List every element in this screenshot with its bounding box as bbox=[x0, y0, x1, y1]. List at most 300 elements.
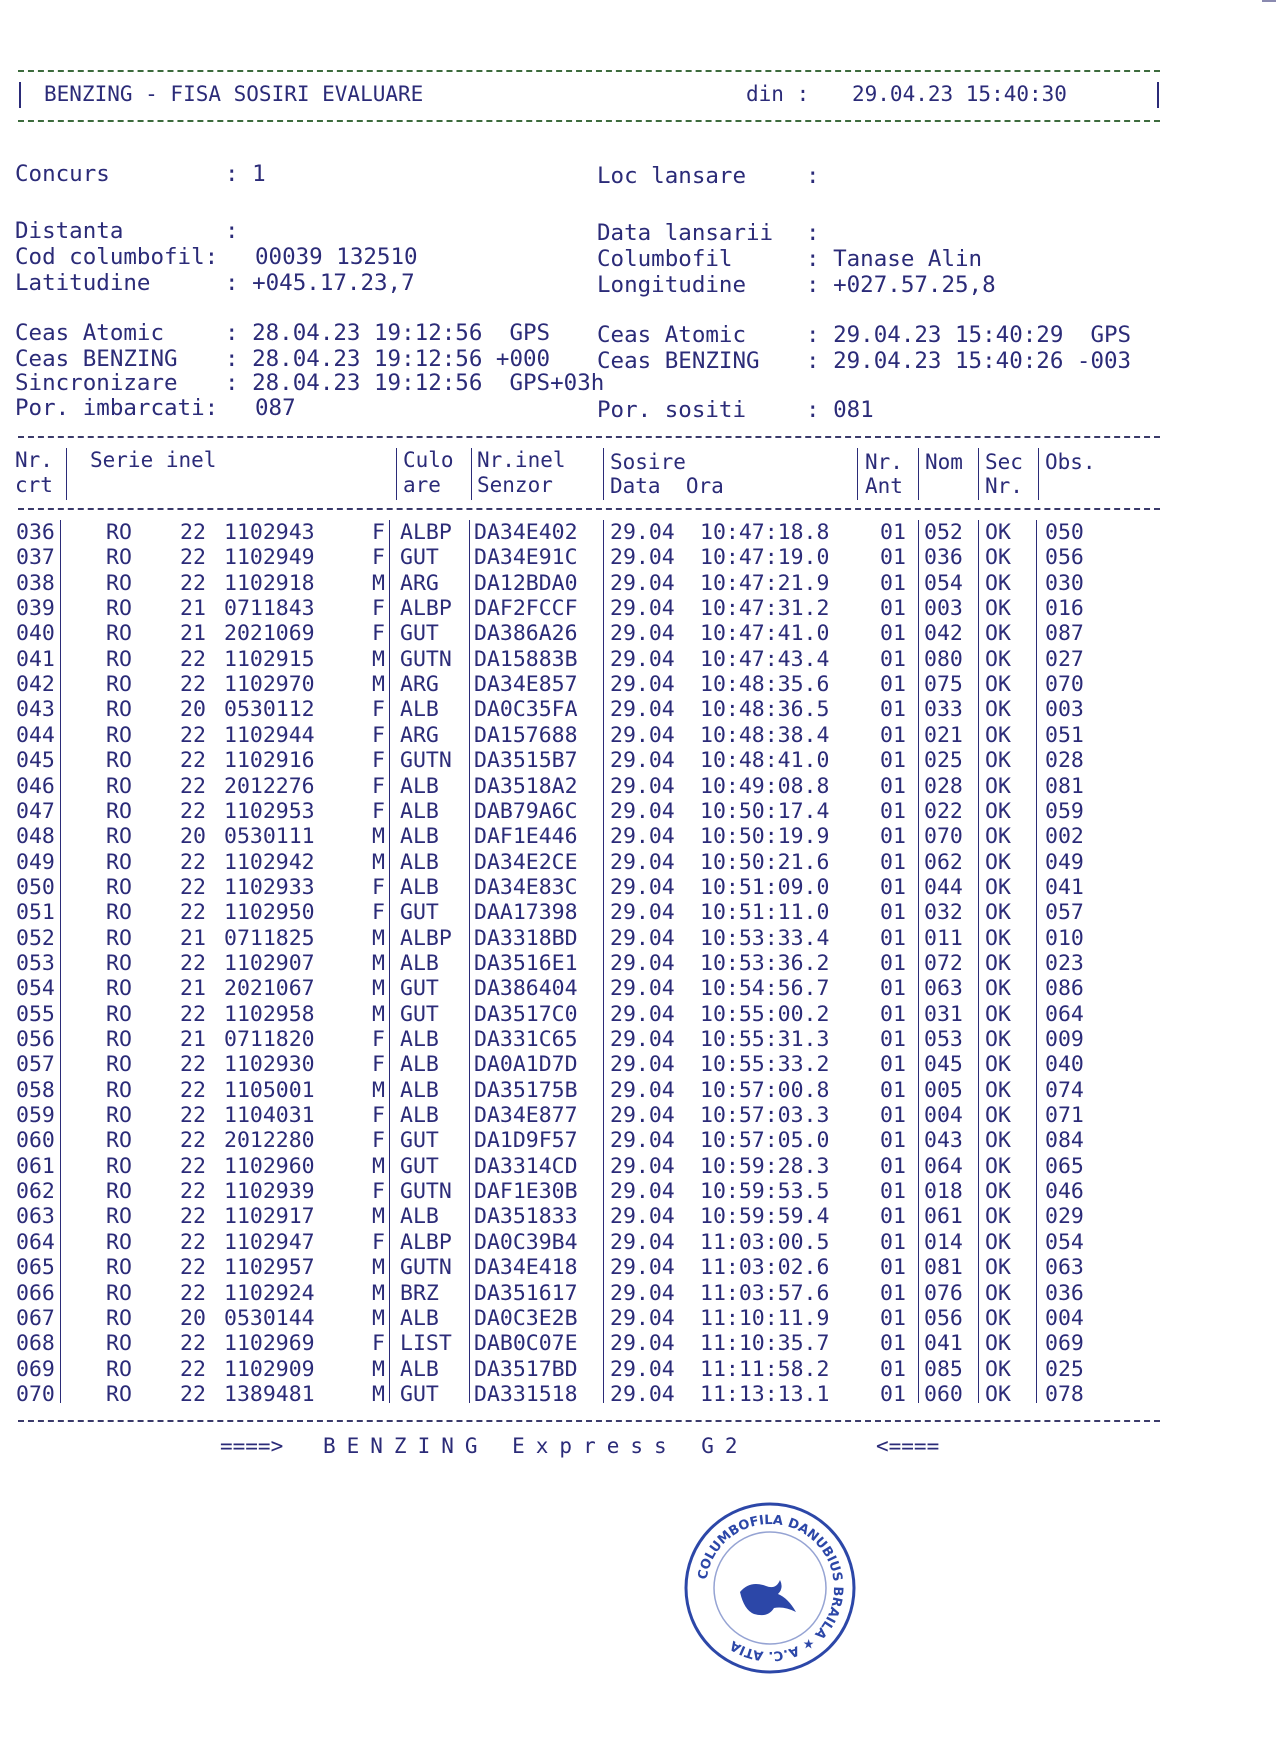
cell-sec: OK bbox=[985, 1356, 1011, 1382]
cell-sex: M bbox=[372, 1280, 385, 1306]
cell-ring-number: 1102924 bbox=[224, 1280, 315, 1306]
cell-color: ALB bbox=[400, 1027, 439, 1052]
cell-ring-number: 1102958 bbox=[224, 1001, 315, 1027]
table-row bbox=[0, 976, 1276, 1001]
cell-ring-number: 1102943 bbox=[224, 520, 315, 545]
cell-color: ALB bbox=[400, 773, 439, 799]
cell-antenna: 01 bbox=[880, 1052, 906, 1078]
cell-sec: OK bbox=[985, 1001, 1011, 1027]
col-nrant-header-1: Nr. bbox=[865, 450, 903, 474]
cell-sex: F bbox=[372, 748, 385, 774]
cell-sec: OK bbox=[985, 596, 1011, 622]
cell-sensor-ring: DA331C65 bbox=[474, 1027, 578, 1052]
cell-nr-crt: 065 bbox=[16, 1255, 55, 1281]
cell-arrival-time: 10:47:21.9 bbox=[700, 570, 830, 596]
cell-color: BRZ bbox=[400, 1280, 439, 1306]
cell-year: 20 bbox=[180, 824, 206, 850]
cell-country: RO bbox=[106, 798, 132, 824]
cell-obs: 064 bbox=[1045, 1001, 1084, 1027]
table-row bbox=[0, 1331, 1276, 1356]
cell-color: GUT bbox=[400, 1153, 439, 1179]
cell-sex: F bbox=[372, 520, 385, 545]
cell-sensor-ring: DA1D9F57 bbox=[474, 1128, 578, 1154]
cell-arrival-time: 11:10:11.9 bbox=[700, 1305, 830, 1331]
col-culoare-header-2: are bbox=[403, 473, 441, 497]
cell-color: ALB bbox=[400, 697, 439, 723]
cell-ring-number: 1102933 bbox=[224, 874, 315, 900]
cell-sec: OK bbox=[985, 824, 1011, 850]
cell-nom: 054 bbox=[924, 570, 963, 596]
col-divider-7-head bbox=[978, 448, 979, 500]
cod-columbofil-label: Cod columbofil: bbox=[15, 244, 219, 270]
cell-color: ALBP bbox=[400, 596, 452, 622]
cell-nr-crt: 053 bbox=[16, 950, 55, 976]
cell-nr-crt: 040 bbox=[16, 621, 55, 647]
cell-arrival-date: 29.04 bbox=[610, 1128, 675, 1154]
cell-obs: 027 bbox=[1045, 646, 1084, 672]
cell-ring-number: 1102930 bbox=[224, 1052, 315, 1078]
cell-sensor-ring: DAB0C07E bbox=[474, 1331, 578, 1357]
cell-year: 22 bbox=[180, 900, 206, 926]
cell-obs: 025 bbox=[1045, 1356, 1084, 1382]
cell-ring-number: 1102942 bbox=[224, 849, 315, 875]
cell-sec: OK bbox=[985, 1179, 1011, 1205]
cell-arrival-time: 10:59:28.3 bbox=[700, 1153, 830, 1179]
cell-ring-number: 1102907 bbox=[224, 950, 315, 976]
cell-nom: 041 bbox=[924, 1331, 963, 1357]
cell-country: RO bbox=[106, 874, 132, 900]
table-row bbox=[0, 520, 1276, 545]
cell-antenna: 01 bbox=[880, 1204, 906, 1230]
cell-year: 22 bbox=[180, 773, 206, 799]
table-row bbox=[0, 621, 1276, 646]
cell-sex: F bbox=[372, 722, 385, 748]
cell-sensor-ring: DA351617 bbox=[474, 1280, 578, 1306]
cell-nr-crt: 042 bbox=[16, 672, 55, 698]
cell-nr-crt: 070 bbox=[16, 1381, 55, 1407]
cell-arrival-time: 10:59:59.4 bbox=[700, 1204, 830, 1230]
col-sec-header-2: Nr. bbox=[985, 474, 1023, 498]
cell-sex: M bbox=[372, 646, 385, 672]
cell-sec: OK bbox=[985, 722, 1011, 748]
cell-arrival-time: 10:47:18.8 bbox=[700, 520, 830, 545]
cell-color: GUT bbox=[400, 545, 439, 571]
cell-arrival-date: 29.04 bbox=[610, 824, 675, 850]
cell-sex: F bbox=[372, 1229, 385, 1255]
header-top-rule bbox=[18, 70, 1160, 72]
cell-nom: 061 bbox=[924, 1204, 963, 1230]
cell-country: RO bbox=[106, 1204, 132, 1230]
cell-sensor-ring: DA3517C0 bbox=[474, 1001, 578, 1027]
cell-obs: 059 bbox=[1045, 798, 1084, 824]
cell-nr-crt: 067 bbox=[16, 1305, 55, 1331]
table-row bbox=[0, 1179, 1276, 1204]
cell-nom: 022 bbox=[924, 798, 963, 824]
table-bottom-rule bbox=[18, 1420, 1160, 1422]
cell-year: 22 bbox=[180, 672, 206, 698]
cell-year: 22 bbox=[180, 1128, 206, 1154]
cell-antenna: 01 bbox=[880, 1027, 906, 1052]
cell-sec: OK bbox=[985, 1229, 1011, 1255]
cell-country: RO bbox=[106, 570, 132, 596]
cell-color: ALB bbox=[400, 849, 439, 875]
cell-color: ALBP bbox=[400, 1229, 452, 1255]
cell-arrival-date: 29.04 bbox=[610, 976, 675, 1002]
cell-color: ALB bbox=[400, 1305, 439, 1331]
footer-arrow-left: ====> bbox=[220, 1434, 284, 1458]
table-row bbox=[0, 545, 1276, 570]
cell-sec: OK bbox=[985, 1255, 1011, 1281]
header-left-bar bbox=[19, 82, 21, 108]
cell-sex: F bbox=[372, 900, 385, 926]
cell-sensor-ring: DA351833 bbox=[474, 1204, 578, 1230]
cell-country: RO bbox=[106, 520, 132, 545]
col-divider-2-head bbox=[396, 448, 397, 500]
cell-arrival-date: 29.04 bbox=[610, 1305, 675, 1331]
cell-antenna: 01 bbox=[880, 1153, 906, 1179]
table-row bbox=[0, 1078, 1276, 1103]
cell-nr-crt: 050 bbox=[16, 874, 55, 900]
cell-country: RO bbox=[106, 1052, 132, 1078]
cell-arrival-date: 29.04 bbox=[610, 950, 675, 976]
distanta-value: : bbox=[225, 218, 239, 244]
cell-sensor-ring: DA34E418 bbox=[474, 1255, 578, 1281]
cell-year: 22 bbox=[180, 1077, 206, 1103]
cell-nom: 018 bbox=[924, 1179, 963, 1205]
cell-sensor-ring: DA3518A2 bbox=[474, 773, 578, 799]
cell-sensor-ring: DA0A1D7D bbox=[474, 1052, 578, 1078]
cell-country: RO bbox=[106, 1103, 132, 1129]
cell-ring-number: 1105001 bbox=[224, 1077, 315, 1103]
cell-nom: 005 bbox=[924, 1077, 963, 1103]
cell-arrival-date: 29.04 bbox=[610, 874, 675, 900]
cell-obs: 065 bbox=[1045, 1153, 1084, 1179]
latitudine-value: : +045.17.23,7 bbox=[225, 270, 415, 296]
cell-arrival-time: 10:48:36.5 bbox=[700, 697, 830, 723]
cell-obs: 028 bbox=[1045, 748, 1084, 774]
cell-arrival-time: 10:49:08.8 bbox=[700, 773, 830, 799]
cell-arrival-date: 29.04 bbox=[610, 1381, 675, 1407]
cell-arrival-time: 10:47:31.2 bbox=[700, 596, 830, 622]
cell-nom: 014 bbox=[924, 1229, 963, 1255]
cell-sensor-ring: DA15883B bbox=[474, 646, 578, 672]
cell-antenna: 01 bbox=[880, 570, 906, 596]
cell-year: 22 bbox=[180, 1204, 206, 1230]
cell-arrival-date: 29.04 bbox=[610, 1356, 675, 1382]
cell-nom: 032 bbox=[924, 900, 963, 926]
cell-obs: 057 bbox=[1045, 900, 1084, 926]
cell-color: ARG bbox=[400, 570, 439, 596]
cell-nom: 033 bbox=[924, 697, 963, 723]
cell-arrival-time: 11:13:13.1 bbox=[700, 1381, 830, 1407]
cell-arrival-time: 10:53:33.4 bbox=[700, 925, 830, 951]
cell-nr-crt: 047 bbox=[16, 798, 55, 824]
cell-arrival-time: 10:53:36.2 bbox=[700, 950, 830, 976]
cell-color: GUT bbox=[400, 621, 439, 647]
cell-sec: OK bbox=[985, 1052, 1011, 1078]
header-bottom-rule bbox=[18, 120, 1160, 122]
cell-obs: 040 bbox=[1045, 1052, 1084, 1078]
columbofil-label: Columbofil bbox=[597, 246, 733, 272]
cell-color: GUT bbox=[400, 1001, 439, 1027]
cell-country: RO bbox=[106, 950, 132, 976]
cell-sensor-ring: DA3517BD bbox=[474, 1356, 578, 1382]
cell-nr-crt: 052 bbox=[16, 925, 55, 951]
cell-color: GUT bbox=[400, 1128, 439, 1154]
cell-antenna: 01 bbox=[880, 672, 906, 698]
cell-year: 22 bbox=[180, 1153, 206, 1179]
cell-nom: 044 bbox=[924, 874, 963, 900]
cell-antenna: 01 bbox=[880, 545, 906, 571]
cell-arrival-date: 29.04 bbox=[610, 1229, 675, 1255]
cell-year: 22 bbox=[180, 1179, 206, 1205]
por-imbarcati-label: Por. imbarcati: bbox=[15, 395, 219, 421]
cell-arrival-time: 11:03:02.6 bbox=[700, 1255, 830, 1281]
cell-nr-crt: 066 bbox=[16, 1280, 55, 1306]
col-nrant-header-2: Ant bbox=[865, 474, 903, 498]
cell-arrival-time: 10:47:41.0 bbox=[700, 621, 830, 647]
cell-obs: 023 bbox=[1045, 950, 1084, 976]
cell-arrival-date: 29.04 bbox=[610, 1052, 675, 1078]
cell-sex: M bbox=[372, 925, 385, 951]
cell-color: ALB bbox=[400, 1052, 439, 1078]
table-row bbox=[0, 799, 1276, 824]
cell-obs: 036 bbox=[1045, 1280, 1084, 1306]
cell-ring-number: 0711825 bbox=[224, 925, 315, 951]
table-row bbox=[0, 596, 1276, 621]
cell-sex: F bbox=[372, 545, 385, 571]
cell-obs: 049 bbox=[1045, 849, 1084, 875]
cell-antenna: 01 bbox=[880, 1255, 906, 1281]
cell-color: ARG bbox=[400, 672, 439, 698]
cell-color: GUT bbox=[400, 976, 439, 1002]
cell-antenna: 01 bbox=[880, 1179, 906, 1205]
cell-arrival-time: 10:59:53.5 bbox=[700, 1179, 830, 1205]
cell-nr-crt: 041 bbox=[16, 646, 55, 672]
cell-color: ARG bbox=[400, 722, 439, 748]
table-row bbox=[0, 1154, 1276, 1179]
cell-year: 22 bbox=[180, 1103, 206, 1129]
cell-color: ALB bbox=[400, 1204, 439, 1230]
cell-arrival-date: 29.04 bbox=[610, 520, 675, 545]
cell-sec: OK bbox=[985, 900, 1011, 926]
cell-sex: M bbox=[372, 849, 385, 875]
cell-arrival-time: 10:50:17.4 bbox=[700, 798, 830, 824]
longitudine-value: : +027.57.25,8 bbox=[806, 272, 996, 298]
cell-arrival-time: 10:48:35.6 bbox=[700, 672, 830, 698]
cell-obs: 081 bbox=[1045, 773, 1084, 799]
cell-sec: OK bbox=[985, 1128, 1011, 1154]
table-row bbox=[0, 647, 1276, 672]
sincronizare-label: Sincronizare bbox=[15, 370, 178, 396]
cell-color: ALB bbox=[400, 1103, 439, 1129]
cell-sex: M bbox=[372, 1356, 385, 1382]
cell-year: 22 bbox=[180, 748, 206, 774]
cell-arrival-date: 29.04 bbox=[610, 697, 675, 723]
cell-sex: F bbox=[372, 1331, 385, 1357]
cell-country: RO bbox=[106, 697, 132, 723]
ceas-atomic-left-value: : 28.04.23 19:12:56 GPS bbox=[225, 320, 551, 346]
data-lansarii-value: : bbox=[806, 220, 820, 246]
loc-lansare-value: : bbox=[806, 163, 820, 189]
cell-sensor-ring: DA34E402 bbox=[474, 520, 578, 545]
cell-nr-crt: 037 bbox=[16, 545, 55, 571]
cell-year: 22 bbox=[180, 722, 206, 748]
por-sositi-value: : 081 bbox=[806, 397, 874, 423]
cell-ring-number: 1102918 bbox=[224, 570, 315, 596]
cell-sensor-ring: DA35175B bbox=[474, 1077, 578, 1103]
din-value: 29.04.23 15:40:30 bbox=[852, 82, 1067, 106]
cell-arrival-time: 10:57:05.0 bbox=[700, 1128, 830, 1154]
cell-country: RO bbox=[106, 1027, 132, 1052]
cell-nom: 003 bbox=[924, 596, 963, 622]
cell-year: 21 bbox=[180, 976, 206, 1002]
cell-year: 21 bbox=[180, 1027, 206, 1052]
cell-sensor-ring: DAA17398 bbox=[474, 900, 578, 926]
cell-antenna: 01 bbox=[880, 596, 906, 622]
cell-antenna: 01 bbox=[880, 646, 906, 672]
sincronizare-value: : 28.04.23 19:12:56 GPS+03h bbox=[225, 370, 605, 396]
cell-antenna: 01 bbox=[880, 950, 906, 976]
cell-sensor-ring: DA34E877 bbox=[474, 1103, 578, 1129]
cell-arrival-time: 10:57:00.8 bbox=[700, 1077, 830, 1103]
cell-obs: 004 bbox=[1045, 1305, 1084, 1331]
cell-color: GUTN bbox=[400, 1179, 452, 1205]
cell-antenna: 01 bbox=[880, 1103, 906, 1129]
cell-country: RO bbox=[106, 722, 132, 748]
cell-year: 20 bbox=[180, 1305, 206, 1331]
cell-country: RO bbox=[106, 849, 132, 875]
cell-arrival-time: 10:48:38.4 bbox=[700, 722, 830, 748]
table-row bbox=[0, 1128, 1276, 1153]
table-row bbox=[0, 926, 1276, 951]
concurs-label: Concurs bbox=[15, 161, 110, 187]
cell-sensor-ring: DAF1E30B bbox=[474, 1179, 578, 1205]
cell-sex: M bbox=[372, 672, 385, 698]
cell-arrival-time: 10:48:41.0 bbox=[700, 748, 830, 774]
table-top-rule bbox=[18, 436, 1160, 438]
cell-nr-crt: 056 bbox=[16, 1027, 55, 1052]
cell-ring-number: 0530111 bbox=[224, 824, 315, 850]
col-serie-header: Serie inel bbox=[90, 448, 217, 472]
cell-year: 22 bbox=[180, 874, 206, 900]
cell-obs: 003 bbox=[1045, 697, 1084, 723]
cell-ring-number: 1389481 bbox=[224, 1381, 315, 1407]
cell-nom: 076 bbox=[924, 1280, 963, 1306]
distanta-label: Distanta bbox=[15, 218, 124, 244]
cell-sec: OK bbox=[985, 1305, 1011, 1331]
col-sec-header-1: Sec bbox=[985, 450, 1023, 474]
cell-sec: OK bbox=[985, 950, 1011, 976]
cell-obs: 086 bbox=[1045, 976, 1084, 1002]
cell-arrival-time: 10:57:03.3 bbox=[700, 1103, 830, 1129]
table-row bbox=[0, 571, 1276, 596]
cell-sec: OK bbox=[985, 646, 1011, 672]
col-obs-header: Obs. bbox=[1045, 450, 1096, 474]
cell-ring-number: 1102969 bbox=[224, 1331, 315, 1357]
cell-country: RO bbox=[106, 1001, 132, 1027]
cell-country: RO bbox=[106, 748, 132, 774]
cell-year: 22 bbox=[180, 1381, 206, 1407]
cell-ring-number: 1102950 bbox=[224, 900, 315, 926]
cell-year: 22 bbox=[180, 950, 206, 976]
cell-country: RO bbox=[106, 672, 132, 698]
col-nrinel-header-1: Nr.inel bbox=[477, 448, 566, 472]
cell-sex: F bbox=[372, 697, 385, 723]
din-label: din : bbox=[746, 82, 810, 106]
cell-sec: OK bbox=[985, 773, 1011, 799]
cell-nom: 070 bbox=[924, 824, 963, 850]
cell-sex: M bbox=[372, 570, 385, 596]
cell-year: 21 bbox=[180, 621, 206, 647]
cell-antenna: 01 bbox=[880, 748, 906, 774]
footer-text: BENZING Express G2 bbox=[323, 1434, 749, 1458]
cell-nom: 085 bbox=[924, 1356, 963, 1382]
cell-nr-crt: 045 bbox=[16, 748, 55, 774]
cell-sec: OK bbox=[985, 976, 1011, 1002]
cell-year: 22 bbox=[180, 520, 206, 545]
cell-arrival-time: 10:54:56.7 bbox=[700, 976, 830, 1002]
cell-color: ALBP bbox=[400, 925, 452, 951]
cell-nom: 043 bbox=[924, 1128, 963, 1154]
cell-sec: OK bbox=[985, 570, 1011, 596]
table-row bbox=[0, 1255, 1276, 1280]
svg-text:COLUMBOFILA DANUBIUS BRAILA ★: COLUMBOFILA DANUBIUS BRAILA ★ A.C. ATIA bbox=[695, 1512, 846, 1664]
cell-obs: 071 bbox=[1045, 1103, 1084, 1129]
cell-arrival-time: 10:50:21.6 bbox=[700, 849, 830, 875]
col-nr-header: Nr. bbox=[15, 448, 53, 472]
cell-ring-number: 1102916 bbox=[224, 748, 315, 774]
cell-antenna: 01 bbox=[880, 925, 906, 951]
cell-antenna: 01 bbox=[880, 697, 906, 723]
cell-arrival-date: 29.04 bbox=[610, 925, 675, 951]
cell-year: 22 bbox=[180, 798, 206, 824]
cell-arrival-time: 11:03:00.5 bbox=[700, 1229, 830, 1255]
cell-obs: 016 bbox=[1045, 596, 1084, 622]
cell-nr-crt: 036 bbox=[16, 520, 55, 545]
cell-sensor-ring: DA0C3E2B bbox=[474, 1305, 578, 1331]
cell-sex: F bbox=[372, 773, 385, 799]
cell-nr-crt: 059 bbox=[16, 1103, 55, 1129]
cell-antenna: 01 bbox=[880, 1356, 906, 1382]
cell-sec: OK bbox=[985, 925, 1011, 951]
cell-sec: OK bbox=[985, 874, 1011, 900]
cell-color: GUT bbox=[400, 1381, 439, 1407]
cell-ring-number: 0530144 bbox=[224, 1305, 315, 1331]
ceas-benzing-right-label: Ceas BENZING bbox=[597, 348, 760, 374]
cell-arrival-date: 29.04 bbox=[610, 1255, 675, 1281]
cell-antenna: 01 bbox=[880, 1077, 906, 1103]
cell-antenna: 01 bbox=[880, 1280, 906, 1306]
cell-ring-number: 1102944 bbox=[224, 722, 315, 748]
cell-color: ALB bbox=[400, 824, 439, 850]
cell-nom: 025 bbox=[924, 748, 963, 774]
cell-sensor-ring: DAF1E446 bbox=[474, 824, 578, 850]
cell-sensor-ring: DA34E2CE bbox=[474, 849, 578, 875]
cell-sec: OK bbox=[985, 798, 1011, 824]
table-row bbox=[0, 1002, 1276, 1027]
cell-antenna: 01 bbox=[880, 773, 906, 799]
cell-ring-number: 2012276 bbox=[224, 773, 315, 799]
cell-arrival-time: 10:55:33.2 bbox=[700, 1052, 830, 1078]
cod-columbofil-value: 00039 132510 bbox=[255, 244, 418, 270]
cell-color: ALB bbox=[400, 950, 439, 976]
col-divider-1-head bbox=[66, 448, 67, 500]
cell-sec: OK bbox=[985, 545, 1011, 571]
cell-antenna: 01 bbox=[880, 722, 906, 748]
cell-obs: 050 bbox=[1045, 520, 1084, 545]
cell-sex: M bbox=[372, 1077, 385, 1103]
